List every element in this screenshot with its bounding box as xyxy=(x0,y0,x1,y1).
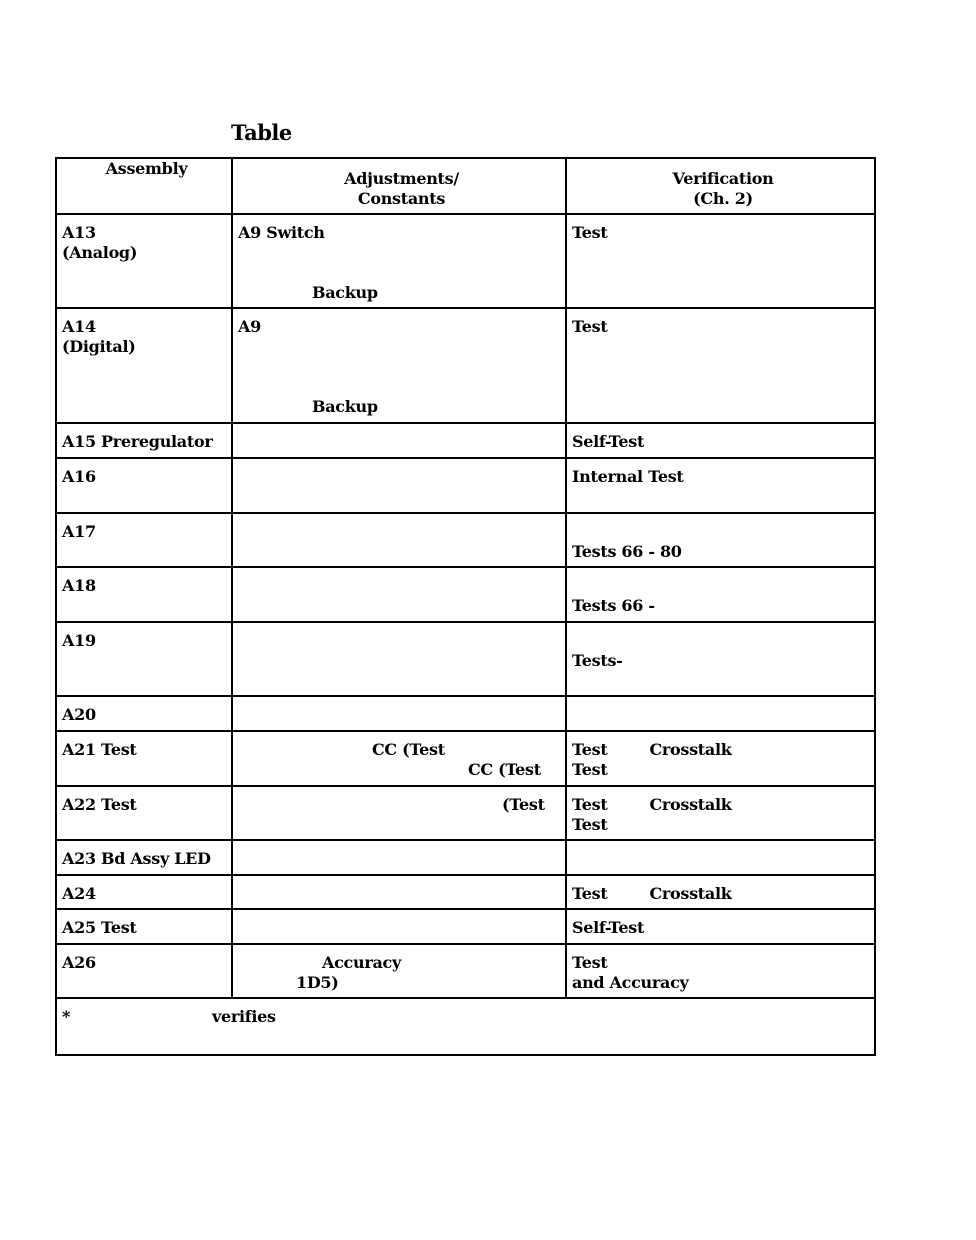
adjustments-text: (Test xyxy=(502,795,545,814)
assembly-cell xyxy=(56,214,232,308)
verification-cell xyxy=(566,840,875,875)
assembly-text: (Digital) xyxy=(62,337,136,356)
adjustments-cell xyxy=(232,944,566,998)
verification-text: Test xyxy=(572,815,608,834)
adjustments-text: A9 Switch xyxy=(238,223,325,242)
assembly-cell xyxy=(56,875,232,909)
assembly-text: A14 xyxy=(62,317,96,336)
verification-text: Tests 66 - xyxy=(572,596,655,615)
assembly-text: A22 Test xyxy=(62,795,137,814)
table-row xyxy=(56,875,875,909)
table-title: Table xyxy=(231,120,292,145)
assembly-cell xyxy=(56,567,232,622)
table-row xyxy=(56,214,875,308)
verification-cell xyxy=(566,944,875,998)
assembly-cell xyxy=(56,696,232,731)
table-row xyxy=(56,696,875,731)
assembly-cell xyxy=(56,513,232,567)
table-row xyxy=(56,909,875,944)
assembly-cell xyxy=(56,944,232,998)
assembly-cell xyxy=(56,622,232,696)
table-row xyxy=(56,786,875,840)
verification-cell xyxy=(566,214,875,308)
assembly-text: (Analog) xyxy=(62,243,138,262)
verification-cell xyxy=(566,875,875,909)
table-row xyxy=(56,944,875,998)
adjustments-cell xyxy=(232,786,566,840)
verification-text: Test xyxy=(572,317,608,336)
adjustments-cell xyxy=(232,308,566,423)
adjustments-cell xyxy=(232,567,566,622)
verification-cell xyxy=(566,696,875,731)
verification-text: Tests- xyxy=(572,651,623,670)
header-assembly-label: Assembly xyxy=(105,159,188,178)
verification-cell xyxy=(566,513,875,567)
adjustments-cell xyxy=(232,840,566,875)
adjustments-cell xyxy=(232,622,566,696)
assembly-text: A18 xyxy=(62,576,96,595)
verification-cell xyxy=(566,622,875,696)
verification-cell xyxy=(566,458,875,513)
adjustments-cell xyxy=(232,696,566,731)
adjustments-text: Backup xyxy=(312,283,378,302)
verification-cell xyxy=(566,567,875,622)
adjustments-text: A9 xyxy=(238,317,261,336)
table-row xyxy=(56,458,875,513)
assembly-text: A20 xyxy=(62,705,96,724)
assembly-cell xyxy=(56,458,232,513)
assembly-text: A24 xyxy=(62,884,96,903)
adjustments-cell xyxy=(232,214,566,308)
table-row xyxy=(56,423,875,458)
assembly-cell xyxy=(56,308,232,423)
table-row xyxy=(56,731,875,786)
verification-text: Test xyxy=(572,223,608,242)
table-row xyxy=(56,567,875,622)
adjustments-text: Backup xyxy=(312,397,378,416)
verification-cell xyxy=(566,909,875,944)
adjustments-cell xyxy=(232,513,566,567)
table-row xyxy=(56,513,875,567)
table-row xyxy=(56,622,875,696)
adjustments-cell xyxy=(232,458,566,513)
verification-text: Test xyxy=(572,760,608,779)
footnote-row xyxy=(56,998,875,1055)
verification-text: Tests 66 - 80 xyxy=(572,542,682,561)
assembly-text: A17 xyxy=(62,522,96,541)
verification-text: Internal Test xyxy=(572,467,684,486)
assembly-cell xyxy=(56,840,232,875)
table-header-row xyxy=(56,158,875,214)
assembly-verification-table xyxy=(55,157,876,1056)
footnote-text: verifies xyxy=(212,1007,276,1026)
verification-text: Test Crosstalk xyxy=(572,795,732,814)
assembly-text: A16 xyxy=(62,467,96,486)
assembly-text: A25 Test xyxy=(62,918,137,937)
adjustments-text: Accuracy xyxy=(322,953,401,972)
footnote-marker: * xyxy=(62,1007,71,1026)
table-row xyxy=(56,840,875,875)
header-verification-line1: Verification xyxy=(672,169,774,188)
verification-cell xyxy=(566,731,875,786)
verification-cell xyxy=(566,786,875,840)
assembly-text: A15 Preregulator xyxy=(62,432,213,451)
assembly-cell xyxy=(56,909,232,944)
verification-cell xyxy=(566,308,875,423)
assembly-text: A23 Bd Assy LED xyxy=(62,849,211,868)
footnote-cell xyxy=(56,998,875,1055)
verification-text: Test Crosstalk xyxy=(572,740,732,759)
assembly-text: A13 xyxy=(62,223,96,242)
adjustments-cell xyxy=(232,731,566,786)
verification-cell xyxy=(566,423,875,458)
assembly-cell xyxy=(56,786,232,840)
adjustments-cell xyxy=(232,423,566,458)
adjustments-cell xyxy=(232,909,566,944)
verification-text: Test xyxy=(572,953,608,972)
header-assembly xyxy=(56,158,232,214)
adjustments-text: 1D5) xyxy=(296,973,339,992)
header-verification xyxy=(566,158,875,214)
assembly-text: A21 Test xyxy=(62,740,137,759)
header-adjustments-line1: Adjustments/ xyxy=(344,169,459,188)
verification-text: Self-Test xyxy=(572,918,645,937)
header-adjustments xyxy=(232,158,566,214)
header-adjustments-line2: Constants xyxy=(357,189,446,208)
adjustments-text: CC (Test xyxy=(372,740,445,759)
assembly-cell xyxy=(56,423,232,458)
assembly-text: A26 xyxy=(62,953,96,972)
verification-text: Test Crosstalk xyxy=(572,884,732,903)
verification-text: and Accuracy xyxy=(572,973,689,992)
assembly-cell xyxy=(56,731,232,786)
table-row xyxy=(56,308,875,423)
verification-text: Self-Test xyxy=(572,432,645,451)
header-verification-line2: (Ch. 2) xyxy=(693,189,753,208)
adjustments-text: CC (Test xyxy=(468,760,541,779)
assembly-text: A19 xyxy=(62,631,96,650)
adjustments-cell xyxy=(232,875,566,909)
